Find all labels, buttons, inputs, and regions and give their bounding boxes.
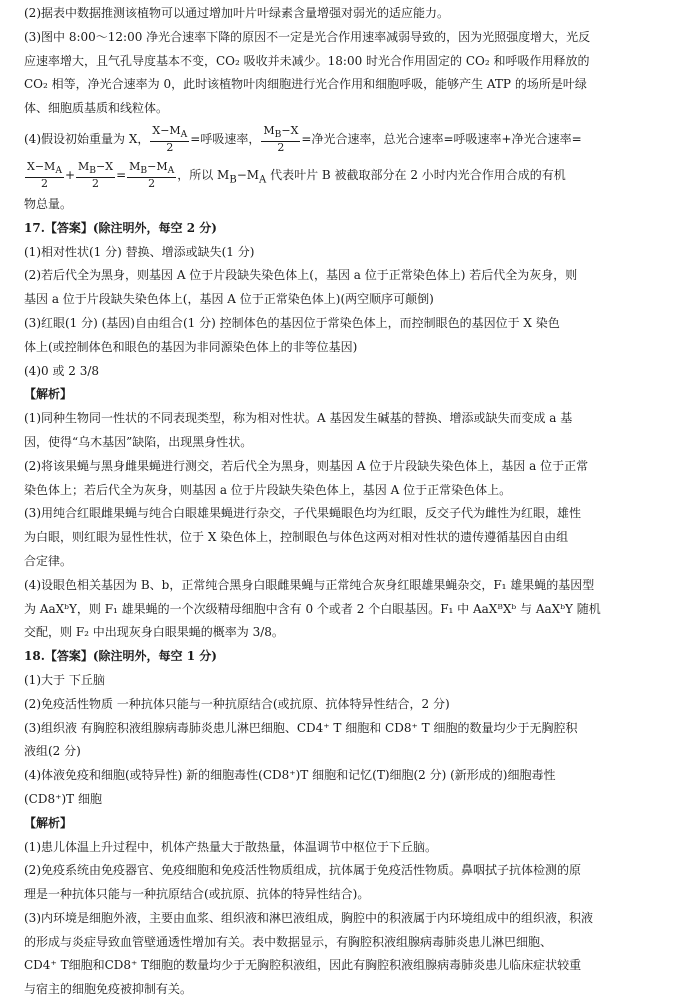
fraction-denominator: 2 [277,141,285,155]
text-line: 基因 a 位于片段缺失染色体上(，基因 A 位于正常染色体上)(两空顺序可颠倒) [24,292,434,307]
formula-text: + [64,167,75,182]
text-line: 体、细胞质基质和线粒体。 [24,101,169,116]
text-line: (1)大于 下丘脑 [24,672,105,687]
formula-text: =呼吸速率， [190,131,261,146]
text-line: 理是一种抗体只能与一种抗原结合(或抗原、抗体的特异性结合)。 [24,887,370,902]
fraction-numerator: M [78,159,90,173]
text-line: 液组(2 分) [24,744,81,759]
fraction-denominator: 2 [166,141,174,155]
subscript: A [180,129,188,141]
text-line: (4)0 或 2 3/8 [24,363,100,378]
block-q17-q18 [24,217,676,1002]
subscript: A [55,165,62,177]
formula-text: 代表叶片 B 被截取部分在 2 小时内光合作用合成的有机 [266,167,566,182]
block-q16-cont [24,2,676,217]
formula-text: = [116,167,127,182]
fraction-denominator: 2 [40,177,48,191]
formula-line-1 [24,121,676,157]
text-line: (4)设眼色相关基因为 B、b，正常纯合黑身白眼雌果蝇与正常纯合灰身红眼雄果蝇杂交，F₁ 雄果蝇的基因型 [24,577,595,592]
text-line: (3)用纯合红眼雌果蝇与纯合白眼雄果蝇进行杂交，子代果蝇眼色均为红眼，反交子代为雌性为红眼，雄性 [24,506,582,521]
fraction-numerator: −M [147,159,168,173]
text-line: 交配，则 F₂ 中出现灰身白眼果蝇的概率为 3/8。 [24,625,284,640]
text-line: 与宿主的细胞免疫被抑制有关。 [24,982,193,997]
text-line: 物总量。 [24,196,73,211]
analysis-heading: 【解析】 [24,387,73,402]
fraction-numerator: X−M [27,159,56,173]
text-line: (3)图中 8:00～12:00 净光合速率下降的原因不一定是光合作用速率减弱导致的，因为光照强度增大，光反 [24,29,591,44]
text-line: CD4⁺ T细胞和CD8⁺ T细胞的数量均少于无胸腔积液组，因此有胸腔积液组腺病毒肺炎患儿临床症状较重 [24,958,582,973]
subscript: A [259,174,267,186]
text-line: 合定律。 [24,553,73,568]
fraction-numerator: M [129,159,141,173]
text-line: (3)内环境是细胞外液，主要由血浆、组织液和淋巴液组成，胸腔中的积液属于内环境组成中的组织液，积液 [24,910,594,925]
subscript: B [140,165,148,177]
fraction-numerator: M [263,123,275,137]
answer-heading-18: 18.【答案】(除注明外，每空 1 分) [24,649,217,664]
text-line: 的形成与炎症导致血管壁通透性增加有关。表中数据显示，有胸腔积液组腺病毒肺炎患儿淋巴细胞、 [24,934,553,949]
fraction-numerator: −X [281,123,299,137]
text-line: (CD8⁺)T 细胞 [24,791,102,806]
fraction-denominator: 2 [148,177,156,191]
text-line: (1)相对性状(1 分) 替换、增添或缺失(1 分) [24,244,255,259]
subscript: B [89,165,96,177]
text-line: 因，使得“乌木基因”缺陷，出现黑身性状。 [24,434,253,449]
text-line: 应速率增大，且气孔导度基本不变，CO₂ 吸收并未减少。18:00 时光合作用固定的 CO₂ 和呼吸作用释放的 [24,53,590,68]
fraction [76,161,115,190]
fraction [127,161,176,190]
text-line: (2)若后代全为黑身，则基因 A 位于片段缺失染色体上(，基因 a 位于正常染色体上) 若后代全为灰身，则 [24,268,578,283]
fraction [261,125,300,154]
text-line: (3)红眼(1 分) (基因)自由组合(1 分) 控制体色的基因位于常染色体上，而控制眼色的基因位于 X 染色 [24,315,560,330]
subscript: A [167,165,175,177]
fraction [150,125,189,154]
text-line: (2)免疫活性物质 一种抗体只能与一种抗原结合(或抗原、抗体特异性结合，2 分) [24,696,450,711]
text-line: (1)同种生物同一性状的不同表现类型，称为相对性状。A 基因发生碱基的替换、增添或缺失而变成 a 基 [24,411,573,426]
text-line: 为 AaXᵇY，则 F₁ 雄果蝇的一个次级精母细胞中含有 0 个或者 2 个白眼基因。F₁ 中 AaXᴮXᵇ 与 AaXᵇY 随机 [24,601,601,616]
formula-text: (4)假设初始重量为 X， [24,131,150,146]
analysis-heading: 【解析】 [24,815,73,830]
text-line: (2)免疫系统由免疫器官、免疫细胞和免疫活性物质组成，抗体属于免疫活性物质。鼻咽拭子抗体检测的原 [24,863,582,878]
text-line: (3)组织液 有胸腔积液组腺病毒肺炎患儿淋巴细胞、CD4⁺ T 细胞和 CD8⁺ T 细胞的数量均少于无胸腔积 [24,720,578,735]
text-line: CO₂ 相等，净光合速率为 0，此时该植物叶肉细胞进行光合作用和细胞呼吸，能够产生 ATP 的场所是叶绿 [24,77,587,92]
answer-heading-17: 17.【答案】(除注明外，每空 2 分) [24,220,217,235]
text-line: 染色体上；若后代全为灰身，则基因 a 位于片段缺失染色体上，基因 A 位于正常染色体上。 [24,482,512,497]
text-line: (2)将该果蝇与黑身雌果蝇进行测交，若后代全为黑身，则基因 A 位于片段缺失染色体上，基因 a 位于正常 [24,458,589,473]
text-line: (1)患儿体温上升过程中，机体产热量大于散热量，体温调节中枢位于下丘脑。 [24,839,438,854]
subscript: B [274,129,282,141]
fraction [25,161,64,190]
text-line: (4)体液免疫和细胞(或特异性) 新的细胞毒性(CD8⁺)T 细胞和记忆(T)细胞(2 分) (新形成的)细胞毒性 [24,768,556,783]
text-line: 为白眼，则红眼为显性性状，位于 X 染色体上，控制眼色与体色这两对相对性状的遗传遵循基因自由组 [24,530,569,545]
fraction-numerator: X−M [152,123,181,137]
fraction-denominator: 2 [92,177,100,191]
text-line: 体上(或控制体色和眼色的基因为非同源染色体上的非等位基因) [24,339,358,354]
formula-text: =净光合速率，总光合速率=呼吸速率+净光合速率= [301,131,582,146]
formula-text: −M [236,167,260,182]
subscript: B [229,174,237,186]
fraction-numerator: −X [96,159,114,173]
formula-line-2 [24,157,676,193]
text-line: (2)据表中数据推测该植物可以通过增加叶片叶绿素含量增强对弱光的适应能力。 [24,6,450,20]
formula-text: ，所以 M [177,167,230,182]
